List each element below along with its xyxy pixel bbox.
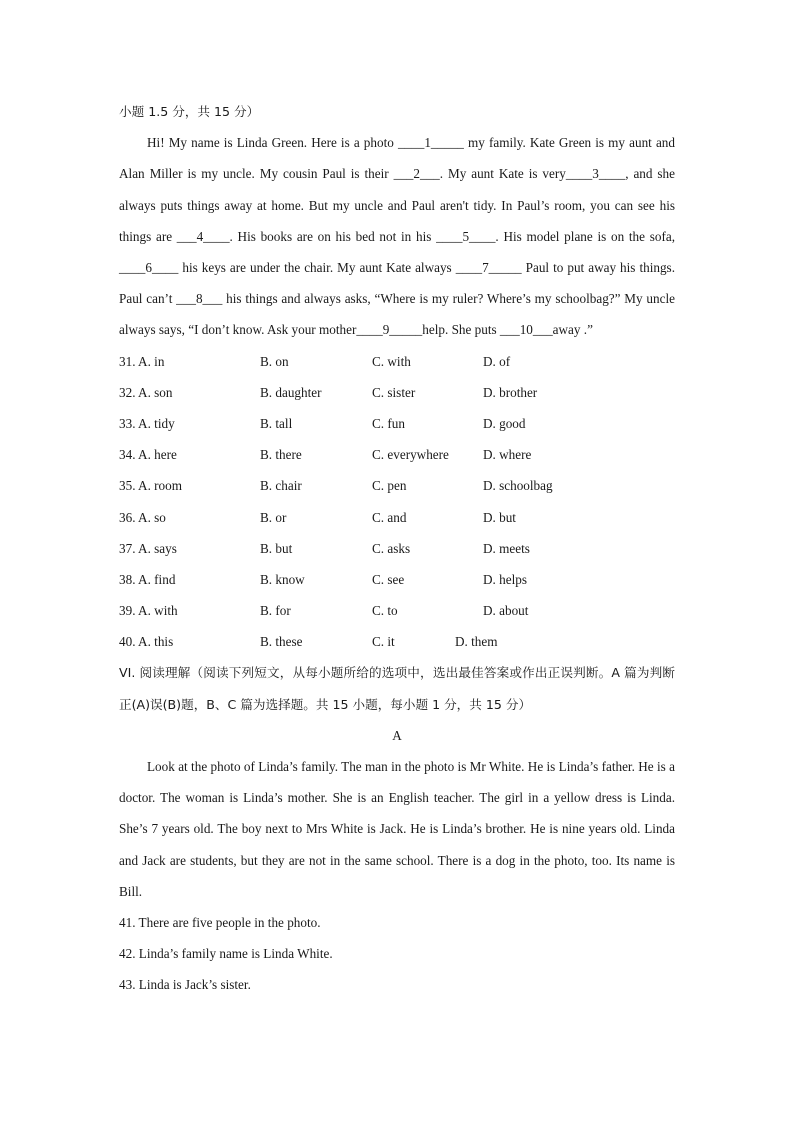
cloze-options xyxy=(119,346,675,658)
question-row xyxy=(119,626,675,657)
option-a: 40. A. this xyxy=(119,634,174,650)
option-a: 38. A. find xyxy=(119,571,176,587)
section-header-fragment: 小题 1.5 分，共 15 分） xyxy=(119,104,260,119)
option-a: 35. A. room xyxy=(119,478,183,494)
exam-page xyxy=(119,96,675,1001)
option-d: D. of xyxy=(483,353,511,369)
option-c: C. to xyxy=(372,603,398,619)
option-c: C. see xyxy=(372,571,405,587)
option-d: D. but xyxy=(483,509,516,525)
option-a: 31. A. in xyxy=(119,353,165,369)
option-d: D. helps xyxy=(483,571,527,587)
option-d: D. them xyxy=(455,634,498,650)
option-b: B. but xyxy=(260,540,293,556)
option-c: C. pen xyxy=(372,478,407,494)
option-c: C. sister xyxy=(372,384,416,400)
option-a: 37. A. says xyxy=(119,540,177,556)
statement-item: 42. Linda’s family name is Linda White. xyxy=(119,946,333,962)
option-b: B. daughter xyxy=(260,384,322,400)
question-row xyxy=(119,346,675,377)
option-a: 39. A. with xyxy=(119,603,178,619)
question-row xyxy=(119,470,675,501)
option-d: D. where xyxy=(483,447,532,463)
option-c: C. it xyxy=(372,634,395,650)
statement-item: 41. There are five people in the photo. xyxy=(119,915,321,931)
option-a: 34. A. here xyxy=(119,447,177,463)
option-b: B. know xyxy=(260,571,305,587)
option-b: B. these xyxy=(260,634,303,650)
option-b: B. there xyxy=(260,447,302,463)
option-c: C. with xyxy=(372,353,411,369)
passage-label: A xyxy=(392,727,402,743)
question-row xyxy=(119,502,675,533)
statement-item: 43. Linda is Jack’s sister. xyxy=(119,977,251,993)
option-d: D. schoolbag xyxy=(483,478,553,494)
option-c: C. fun xyxy=(372,415,405,431)
question-row xyxy=(119,533,675,564)
option-a: 36. A. so xyxy=(119,509,166,525)
option-b: B. for xyxy=(260,603,291,619)
option-d: D. about xyxy=(483,603,529,619)
option-b: B. tall xyxy=(260,415,293,431)
question-row xyxy=(119,439,675,470)
option-d: D. meets xyxy=(483,540,530,556)
option-a: 32. A. son xyxy=(119,384,173,400)
option-d: D. good xyxy=(483,415,526,431)
reading-passage: Look at the photo of Linda’s family. The man in the photo is Mr White. He is Linda’s father. He is a doctor. The woman is Linda’s mother. She is an English teacher. The girl in a yellow dress is Linda. She’s 7 years old. The boy next to Mrs White is Jack. He is Linda’s brother. He is nine years old. Linda and Jack are students, but they are not in the same school. There is a dog in the photo, too. Its name is Bill. xyxy=(119,759,675,899)
option-b: B. chair xyxy=(260,478,302,494)
question-row xyxy=(119,377,675,408)
option-c: C. everywhere xyxy=(372,447,449,463)
option-c: C. asks xyxy=(372,540,411,556)
question-row xyxy=(119,564,675,595)
option-a: 33. A. tidy xyxy=(119,415,175,431)
reading-section-title: VI. 阅读理解（阅读下列短文，从每小题所给的选项中，选出最佳答案或作出正误判断。A 篇为判断正(A)误(B)题，B、C 篇为选择题。共 15 小题，每小题 1 分，共 15 分） xyxy=(119,665,675,712)
option-d: D. brother xyxy=(483,384,538,400)
option-c: C. and xyxy=(372,509,407,525)
question-row xyxy=(119,408,675,439)
cloze-passage: Hi! My name is Linda Green. Here is a photo ____1_____ my family. Kate Green is my aunt and Alan Miller is my uncle. My cousin Paul is their ___2___. My aunt Kate is very____3____, and she always puts things away at home. But my uncle and Paul aren't tidy. In Paul’s room, you can see his things are ___4____. His books are on his bed not in his ____5____. His model plane is on the sofa, ____6____ his keys are under the chair. My aunt Kate always ____7_____ Paul to put away his things. Paul can’t ___8___ his things and always asks, “Where is my ruler? Where’s my schoolbag?” My uncle always says, “I don’t know. Ask your mother____9_____help. She puts ___10___away .” xyxy=(119,135,675,338)
question-row xyxy=(119,595,675,626)
option-b: B. or xyxy=(260,509,287,525)
option-b: B. on xyxy=(260,353,289,369)
